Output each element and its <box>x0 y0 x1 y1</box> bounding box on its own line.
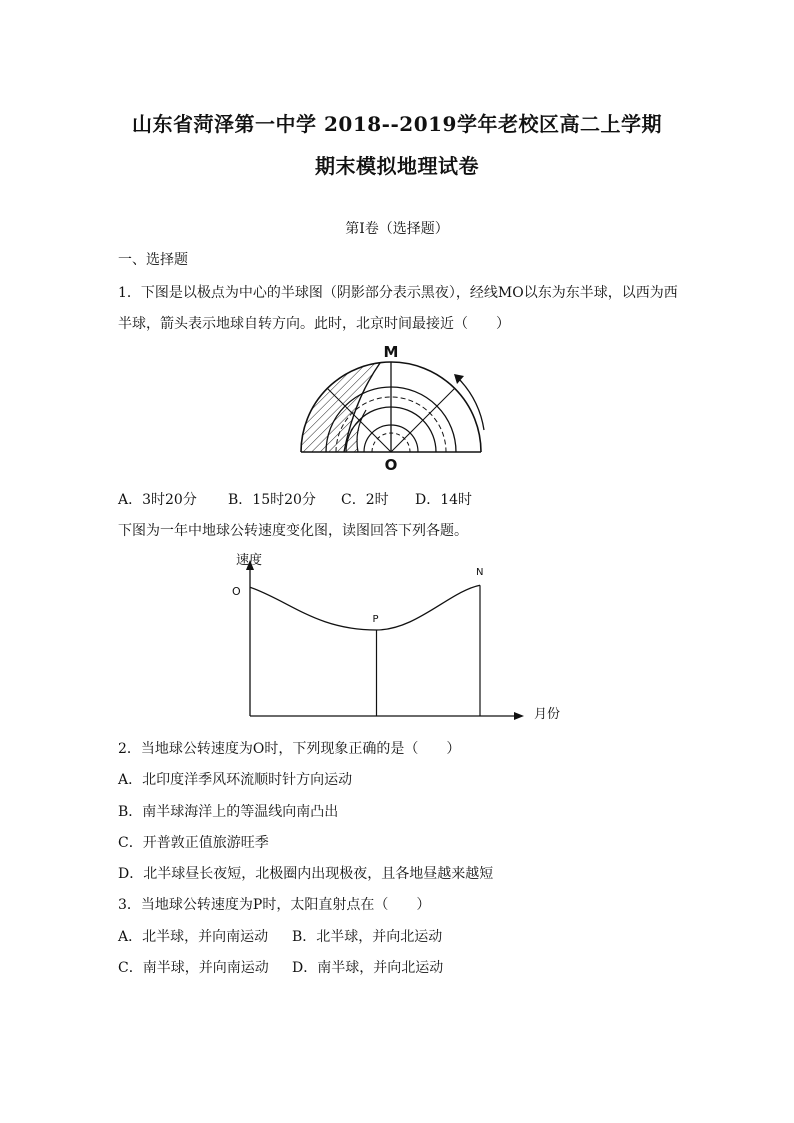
point-o-label: O <box>232 585 241 599</box>
point-n-label: N <box>476 567 484 579</box>
question-2-stem: 2．当地球公转速度为O时，下列现象正确的是（ ） <box>118 741 461 757</box>
part-heading: 一、选择题 <box>118 252 188 268</box>
hemisphere-diagram <box>296 340 496 475</box>
q1-option-b[interactable]: B．15时20分 <box>228 492 316 508</box>
q2-option-d[interactable]: D．北半球昼长夜短，北极圈内出现极夜，且各地昼越来越短 <box>118 866 494 882</box>
q3-option-c[interactable]: C．南半球，并向南运动 <box>118 960 269 976</box>
intro-question-2-3: 下图为一年中地球公转速度变化图，读图回答下列各题。 <box>118 523 468 539</box>
q3-option-d[interactable]: D．南半球，并向北运动 <box>292 960 444 976</box>
y-axis-label: 速度 <box>236 553 263 568</box>
section-title: 第I卷（选择题） <box>345 221 449 237</box>
question-1-line1: 1．下图是以极点为中心的半球图（阴影部分表示黑夜），经线MO以东为东半球，以西为西 <box>118 285 678 301</box>
x-axis-label: 月份 <box>534 707 561 722</box>
q2-option-c[interactable]: C．开普敦正值旅游旺季 <box>118 835 269 851</box>
question-1-line2: 半球，箭头表示地球自转方向。此时，北京时间最接近（ ） <box>118 316 510 332</box>
point-p-label: P <box>372 614 379 625</box>
q3-options-row2 <box>118 957 443 977</box>
q1-option-c[interactable]: C．2时 <box>341 492 389 508</box>
question-3-stem: 3．当地球公转速度为P时，太阳直射点在（ ） <box>118 897 431 913</box>
q3-option-a[interactable]: A．北半球，并向南运动 <box>118 929 269 945</box>
label-m: M <box>383 343 399 361</box>
q1-option-a[interactable]: A．3时20分 <box>118 492 197 508</box>
q2-option-b[interactable]: B．南半球海洋上的等温线向南凸出 <box>118 804 339 820</box>
document-title-line1: 山东省菏泽第一中学 2018--2019学年老校区高二上学期 <box>132 112 662 136</box>
orbital-speed-chart <box>226 548 576 728</box>
q3-option-b[interactable]: B．北半球，并向北运动 <box>292 929 443 945</box>
label-o: O <box>384 456 398 474</box>
q2-option-a[interactable]: A．北印度洋季风环流顺时针方向运动 <box>118 772 353 788</box>
rotation-arrow-icon <box>458 378 484 430</box>
speed-curve <box>250 585 480 630</box>
q3-options-row1 <box>118 926 442 946</box>
q1-option-d[interactable]: D．14时 <box>415 492 473 508</box>
question-1-options <box>118 489 472 509</box>
document-title-line2: 期末模拟地理试卷 <box>315 154 479 178</box>
